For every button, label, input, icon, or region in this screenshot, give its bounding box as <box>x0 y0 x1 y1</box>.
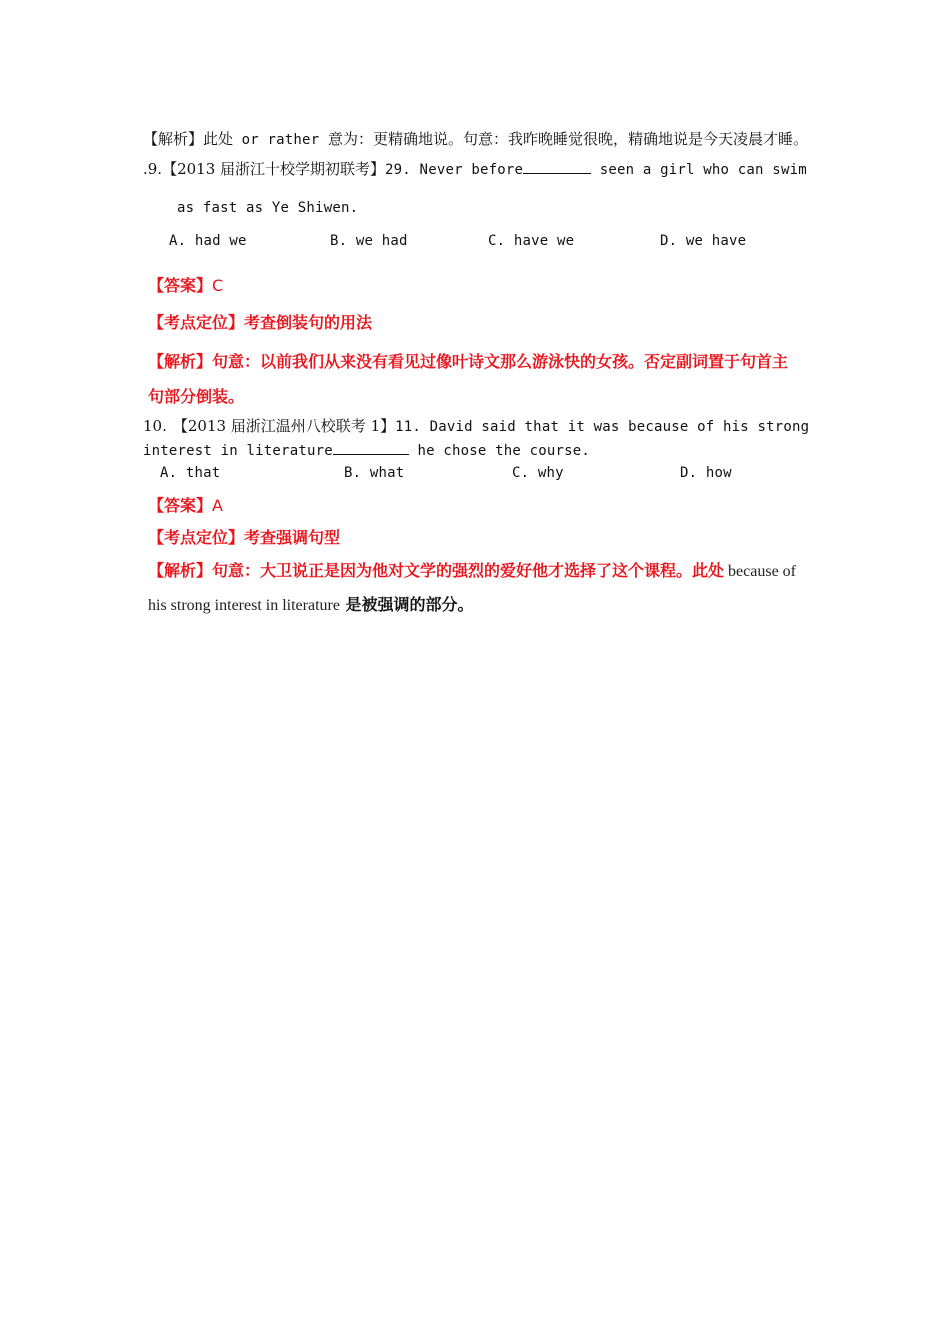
q10-stem-line-1: 10. 【2013 届浙江温州八校联考 1】11. David said that it was because of his strong <box>143 417 810 435</box>
q9-option-d: D. we have <box>660 233 747 249</box>
q9-point: 【考点定位】考查倒装句的用法 <box>148 313 373 332</box>
q9-answer: 【答案】C <box>148 276 224 295</box>
q10-answer: 【答案】A <box>148 496 223 515</box>
q9-option-c: C. have we <box>488 233 575 249</box>
q10-option-c: C. why <box>512 465 564 481</box>
q9-blank <box>523 161 591 174</box>
q10-blank <box>333 442 409 455</box>
q10-option-a: A. that <box>160 465 221 481</box>
prev-explanation: 【解析】此处 or rather 意为：更精确地说。句意：我昨晚睡觉很晚，精确地说是今天凌晨才睡。 <box>143 130 808 148</box>
q10-option-b: B. what <box>344 465 405 481</box>
q9-option-a: A. had we <box>169 233 247 249</box>
q9-analysis-line-1: 【解析】句意：以前我们从来没有看见过像叶诗文那么游泳快的女孩。否定副词置于句首主 <box>148 352 789 371</box>
q10-analysis-line-2: his strong interest in literature 是被强调的部分。 <box>148 595 474 614</box>
q9-answer-value: C <box>212 276 224 295</box>
q10-option-d: D. how <box>680 465 732 481</box>
q10-point: 【考点定位】考查强调句型 <box>148 528 341 547</box>
q9-option-b: B. we had <box>330 233 408 249</box>
q9-analysis-line-2: 句部分倒装。 <box>148 387 245 406</box>
q10-stem-line-2: interest in literature he chose the course. <box>143 443 591 459</box>
q9-source: 【2013 届浙江十校学期初联考】 <box>162 160 386 178</box>
q10-number: 10. <box>143 417 167 435</box>
q9-stem-line-2: as fast as Ye Shiwen. <box>177 200 359 216</box>
q9-number: .9. <box>143 160 163 178</box>
q10-answer-value: A <box>212 496 223 515</box>
q9-stem-line-1: .9.【2013 届浙江十校学期初联考】29. Never before seen a girl who can swim <box>143 160 807 178</box>
prev-explanation-label: 【解析】 <box>143 130 204 148</box>
q10-source: 【2013 届浙江温州八校联考 1】 <box>172 417 396 435</box>
q10-analysis-line-1: 【解析】句意：大卫说正是因为他对文学的强烈的爱好他才选择了这个课程。此处 because of <box>148 561 796 580</box>
